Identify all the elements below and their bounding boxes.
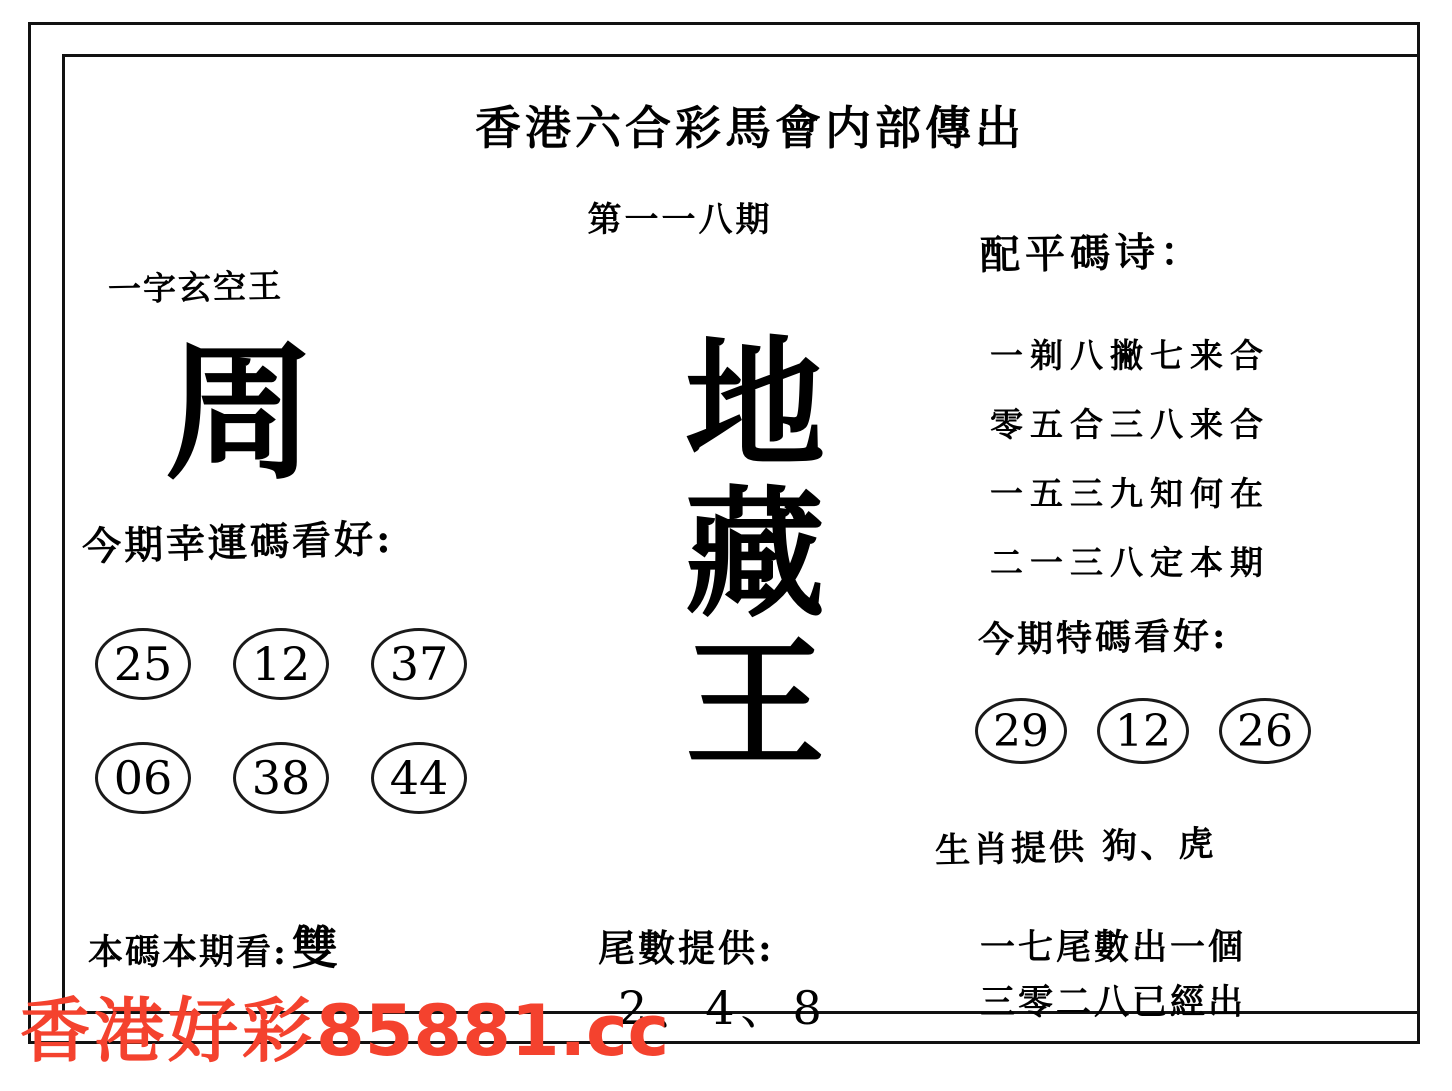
center-big-characters	[640, 323, 870, 787]
issue-number: 第一一八期	[587, 200, 773, 240]
lucky-numbers-row-2	[95, 736, 565, 808]
left-subtitle: 一字玄空王	[107, 266, 284, 309]
lucky-numbers-row-1	[95, 628, 565, 700]
lucky-numbers-heading: 今期幸運碼看好:	[81, 515, 395, 571]
lucky-number-ball: 12	[233, 628, 329, 700]
special-numbers-row	[975, 698, 1311, 764]
tail-note-line-1: 一七尾數出一個	[980, 927, 1247, 968]
lucky-number-ball: 06	[95, 742, 191, 814]
watermark	[20, 975, 669, 1076]
poem-block	[990, 330, 1370, 606]
lucky-number-ball: 38	[233, 742, 329, 814]
lucky-number-ball: 44	[371, 742, 467, 814]
center-char-2: 藏	[684, 473, 825, 637]
base-code-label: 本碼本期看:	[88, 932, 288, 973]
poem-line: 零五合三八来合	[990, 405, 1270, 444]
lucky-number-ball: 25	[95, 628, 191, 700]
tail-numbers-label: 尾數提供:	[598, 926, 775, 970]
special-number-ball: 12	[1097, 698, 1189, 764]
poem-line: 二一三八定本期	[990, 543, 1270, 582]
special-number-ball: 26	[1219, 698, 1311, 764]
left-big-character: 周	[164, 325, 315, 501]
special-number-ball: 29	[975, 698, 1067, 764]
tail-note-line-2: 三零二八已經出	[980, 982, 1247, 1023]
watermark-text: 香港好彩	[20, 990, 316, 1072]
special-numbers-heading: 今期特碼看好:	[977, 614, 1229, 662]
poem-line: 一五三九知何在	[990, 474, 1270, 513]
base-code-line	[88, 912, 340, 978]
tail-numbers-value: 2、4、8	[618, 981, 828, 1035]
center-char-3: 王	[684, 623, 825, 787]
center-char-1: 地	[684, 323, 825, 487]
lucky-numbers-grid	[95, 628, 565, 844]
page-title: 香港六合彩馬會内部傳出	[475, 101, 1025, 155]
poem-line: 一剃八撇七来合	[990, 336, 1270, 375]
poem-title: 配平碼诗：	[979, 228, 1206, 279]
watermark-url: 85881.cc	[316, 990, 670, 1072]
zodiac-line: 生肖提供 狗、虎	[934, 823, 1217, 872]
lucky-number-ball: 37	[371, 628, 467, 700]
base-code-answer: 雙	[291, 921, 340, 975]
